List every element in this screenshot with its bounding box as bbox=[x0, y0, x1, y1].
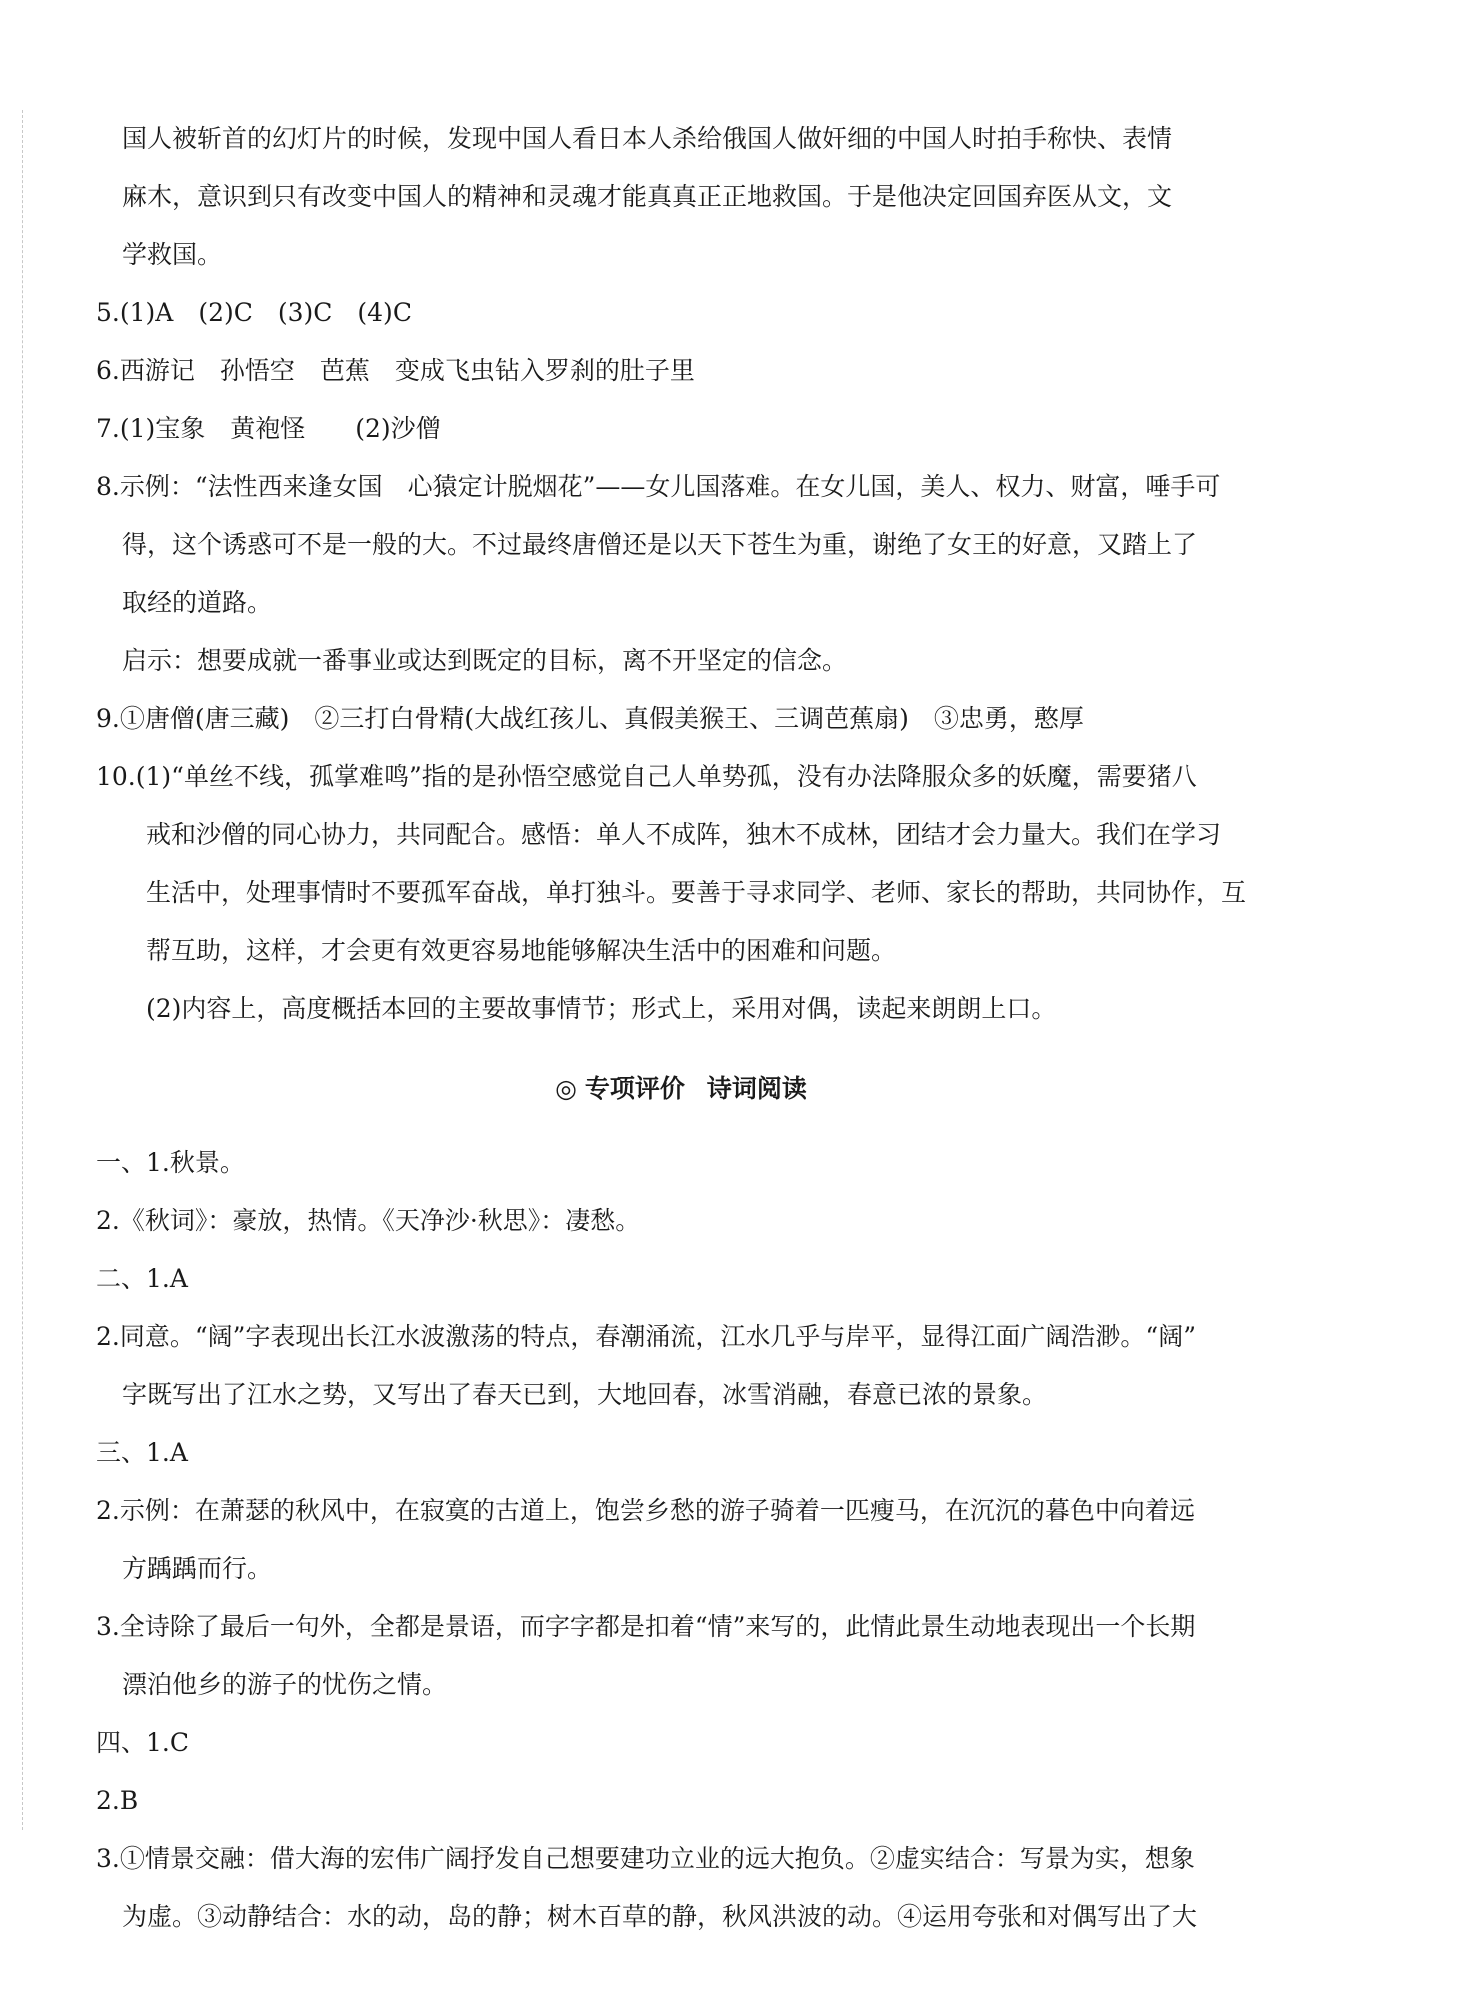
answer-line: 三、1.A bbox=[96, 1438, 188, 1467]
answer-line: 3.①情景交融：借大海的宏伟广阔抒发自己想要建功立业的远大抱负。②虚实结合：写景为实，想象 bbox=[96, 1844, 1195, 1873]
answer-line: 9.①唐僧(唐三藏) ②三打白骨精(大战红孩儿、真假美猴王、三调芭蕉扇) ③忠勇，憨厚 bbox=[96, 704, 1084, 733]
answer-line: 四、1.C bbox=[96, 1728, 189, 1757]
section-heading bbox=[96, 1056, 1266, 1122]
answer-line: 戒和沙僧的同心协力，共同配合。感悟：单人不成阵，独木不成林，团结才会力量大。我们在学习 bbox=[146, 820, 1222, 849]
answer-line: 启示：想要成就一番事业或达到既定的目标，离不开坚定的信念。 bbox=[122, 646, 848, 675]
answer-line: 2.《秋词》：豪放，热情。《天净沙·秋思》：凄愁。 bbox=[96, 1206, 641, 1235]
answer-key-page bbox=[96, 110, 1266, 1946]
answer-line: 2.B bbox=[96, 1786, 139, 1815]
answer-line: 国人被斩首的幻灯片的时候，发现中国人看日本人杀给俄国人做奸细的中国人时拍手称快、表情 bbox=[122, 124, 1173, 153]
answer-line: 二、1.A bbox=[96, 1264, 188, 1293]
bullseye-icon: ◎ bbox=[555, 1074, 577, 1103]
answer-line: 取经的道路。 bbox=[122, 588, 273, 617]
answer-line: 方踽踽而行。 bbox=[122, 1554, 273, 1583]
answer-line: 学救国。 bbox=[122, 240, 223, 269]
answer-line: 2.示例：在萧瑟的秋风中，在寂寞的古道上，饱尝乡愁的游子骑着一匹瘦马，在沉沉的暮色中向着远 bbox=[96, 1496, 1195, 1525]
answer-line: 5.(1)A (2)C (3)C (4)C bbox=[96, 298, 412, 327]
answer-line: 7.(1)宝象 黄袍怪 (2)沙僧 bbox=[96, 414, 441, 443]
answer-line: 3.全诗除了最后一句外，全都是景语，而字字都是扣着“情”来写的，此情此景生动地表现出一个长期 bbox=[96, 1612, 1196, 1641]
answer-line: 一、1.秋景。 bbox=[96, 1148, 245, 1177]
heading-part-1: 专项评价 bbox=[584, 1074, 685, 1103]
answer-line: 麻木，意识到只有改变中国人的精神和灵魂才能真真正正地救国。于是他决定回国弃医从文，文 bbox=[122, 182, 1173, 211]
heading-part-2: 诗词阅读 bbox=[706, 1074, 807, 1103]
answer-line: 为虚。③动静结合：水的动，岛的静；树木百草的静，秋风洪波的动。④运用夸张和对偶写出了大 bbox=[122, 1902, 1198, 1931]
top-answer-block bbox=[96, 110, 1266, 1038]
answer-line: 10.(1)“单丝不线，孤掌难鸣”指的是孙悟空感觉自己人单势孤，没有办法降服众多的妖魔，需要猪八 bbox=[96, 762, 1197, 791]
answer-line: 帮互助，这样，才会更有效更容易地能够解决生活中的困难和问题。 bbox=[146, 936, 897, 965]
left-margin-rule bbox=[22, 110, 23, 1830]
bottom-answer-block bbox=[96, 1134, 1266, 1946]
answer-line: 字既写出了江水之势，又写出了春天已到，大地回春，冰雪消融，春意已浓的景象。 bbox=[122, 1380, 1048, 1409]
answer-line: 生活中，处理事情时不要孤军奋战，单打独斗。要善于寻求同学、老师、家长的帮助，共同协作，互 bbox=[146, 878, 1247, 907]
answer-line: (2)内容上，高度概括本回的主要故事情节；形式上，采用对偶，读起来朗朗上口。 bbox=[146, 994, 1057, 1023]
answer-line: 2.同意。“阔”字表现出长江水波激荡的特点，春潮涌流，江水几乎与岸平，显得江面广阔浩渺。“阔” bbox=[96, 1322, 1196, 1351]
answer-line: 得，这个诱惑可不是一般的大。不过最终唐僧还是以天下苍生为重，谢绝了女王的好意，又踏上了 bbox=[122, 530, 1198, 559]
answer-line: 8.示例：“法性西来逢女国 心猿定计脱烟花”——女儿国落难。在女儿国，美人、权力、财富，唾手可 bbox=[96, 472, 1221, 501]
answer-line: 漂泊他乡的游子的忧伤之情。 bbox=[122, 1670, 448, 1699]
answer-line: 6.西游记 孙悟空 芭蕉 变成飞虫钻入罗刹的肚子里 bbox=[96, 356, 695, 385]
